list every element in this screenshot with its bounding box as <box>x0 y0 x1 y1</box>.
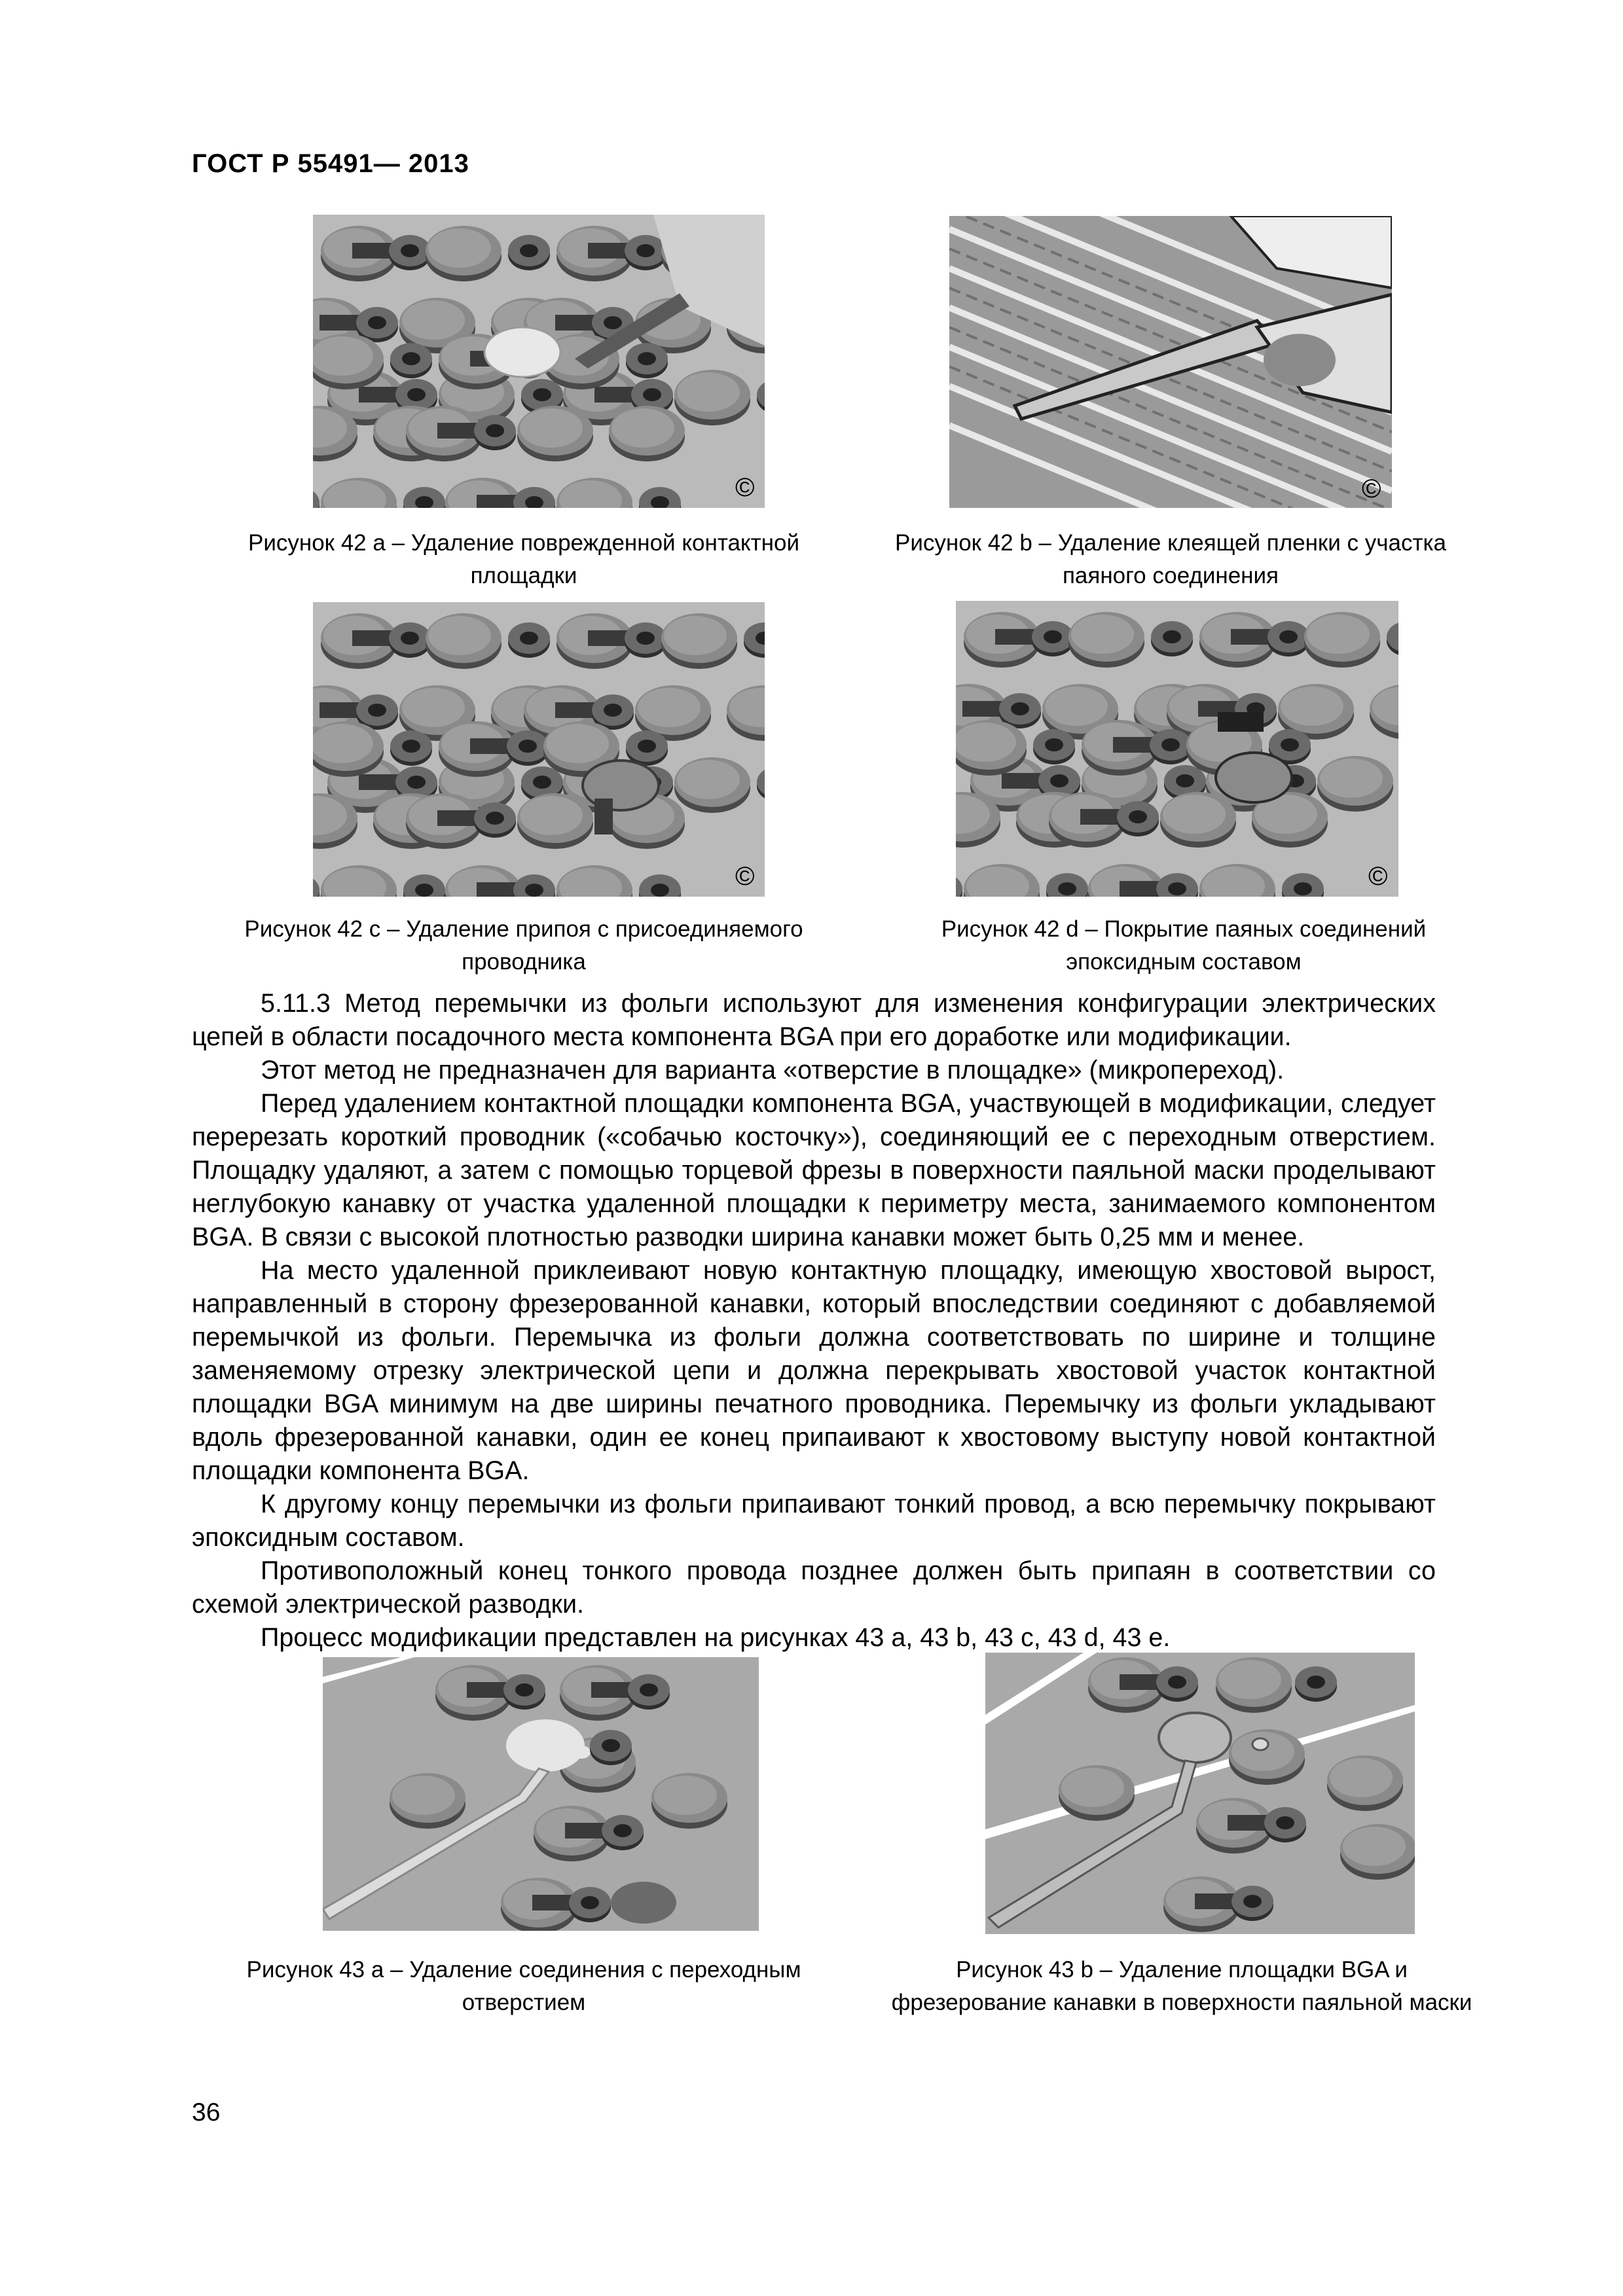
paragraph: Противоположный конец тонкого провода позднее должен быть припаян в соответствии со схемой электрической разводки. <box>192 1556 1436 1619</box>
page-number: 36 <box>192 2098 221 2126</box>
figure-42b-image <box>949 216 1392 508</box>
paragraph: К другому концу перемычки из фольги припаивают тонкий провод, а всю перемычку покрывают эпоксидным составом. <box>192 1490 1436 1552</box>
figure-42d-caption: Рисунок 42 d – Покрытие паяных соединений эпоксидным составом <box>941 916 1427 975</box>
figure-42a-image <box>313 215 765 508</box>
figure-43b-caption: Рисунок 43 b – Удаление площадки BGA и фрезерование канавки в поверхности паяльной маски <box>891 1957 1472 2015</box>
figure-42d-image <box>956 601 1398 897</box>
figure-42b-caption: Рисунок 42 b – Удаление клеящей пленки с участка паяного соединения <box>894 530 1447 588</box>
figure-42c-caption: Рисунок 42 с – Удаление припоя с присоединяемого проводника <box>244 916 803 975</box>
figure-42a-caption: Рисунок 42 а – Удаление поврежденной контактной площадки <box>247 530 800 588</box>
figure-43b-image <box>985 1653 1415 1934</box>
copyright-icon: © <box>1368 862 1388 891</box>
copyright-icon: © <box>735 862 755 891</box>
paragraph-5-11-3: 5.11.3 Метод перемычки из фольги используют для изменения конфигурации электрических цепей в области посадочного места компонента BGA при его доработке или модификации. <box>192 989 1436 1051</box>
document-id-header: ГОСТ Р 55491— 2013 <box>192 149 469 178</box>
figure-42c-image <box>313 602 765 897</box>
figure-43a-caption: Рисунок 43 а – Удаление соединения с переходным отверстием <box>246 1957 801 2015</box>
copyright-icon: © <box>1362 475 1381 503</box>
paragraph: Процесс модификации представлен на рисунках 43 а, 43 b, 43 с, 43 d, 43 е. <box>261 1623 1171 1652</box>
paragraph: Перед удалением контактной площадки компонента BGA, участвующей в модификации, следует перерезать короткий проводник («собачью косточку»), соединяющий ее с переходным отверстием. Площадку удаляют, а затем с помощью торцевой фрезы в поверхности паяльной маски проделывают неглубокую канавку от участка удаленной площадки к периметру места, занимаемого компонентом BGA. В связи с высокой плотностью разводки ширина канавки может быть 0,25 мм и менее. <box>192 1089 1436 1251</box>
paragraph: Этот метод не предназначен для варианта «отверстие в площадке» (микропереход). <box>261 1056 1285 1085</box>
figure-43a-image <box>323 1657 759 1931</box>
body-text <box>192 987 1436 1655</box>
paragraph: На место удаленной приклеивают новую контактную площадку, имеющую хвостовой вырост, направленный в сторону фрезерованной канавки, который впоследствии соединяют с добавляемой перемычкой из фольги. Перемычка из фольги должна соответствовать по ширине и толщине заменяемому отрезку электрической цепи и должна перекрывать хвостовой участок контактной площадки BGA минимум на две ширины печатного проводника. Перемычку из фольги укладывают вдоль фрезерованной канавки, один ее конец припаивают к хвостовому выступу новой контактной площадки компонента BGA. <box>192 1256 1436 1485</box>
copyright-icon: © <box>735 473 755 502</box>
